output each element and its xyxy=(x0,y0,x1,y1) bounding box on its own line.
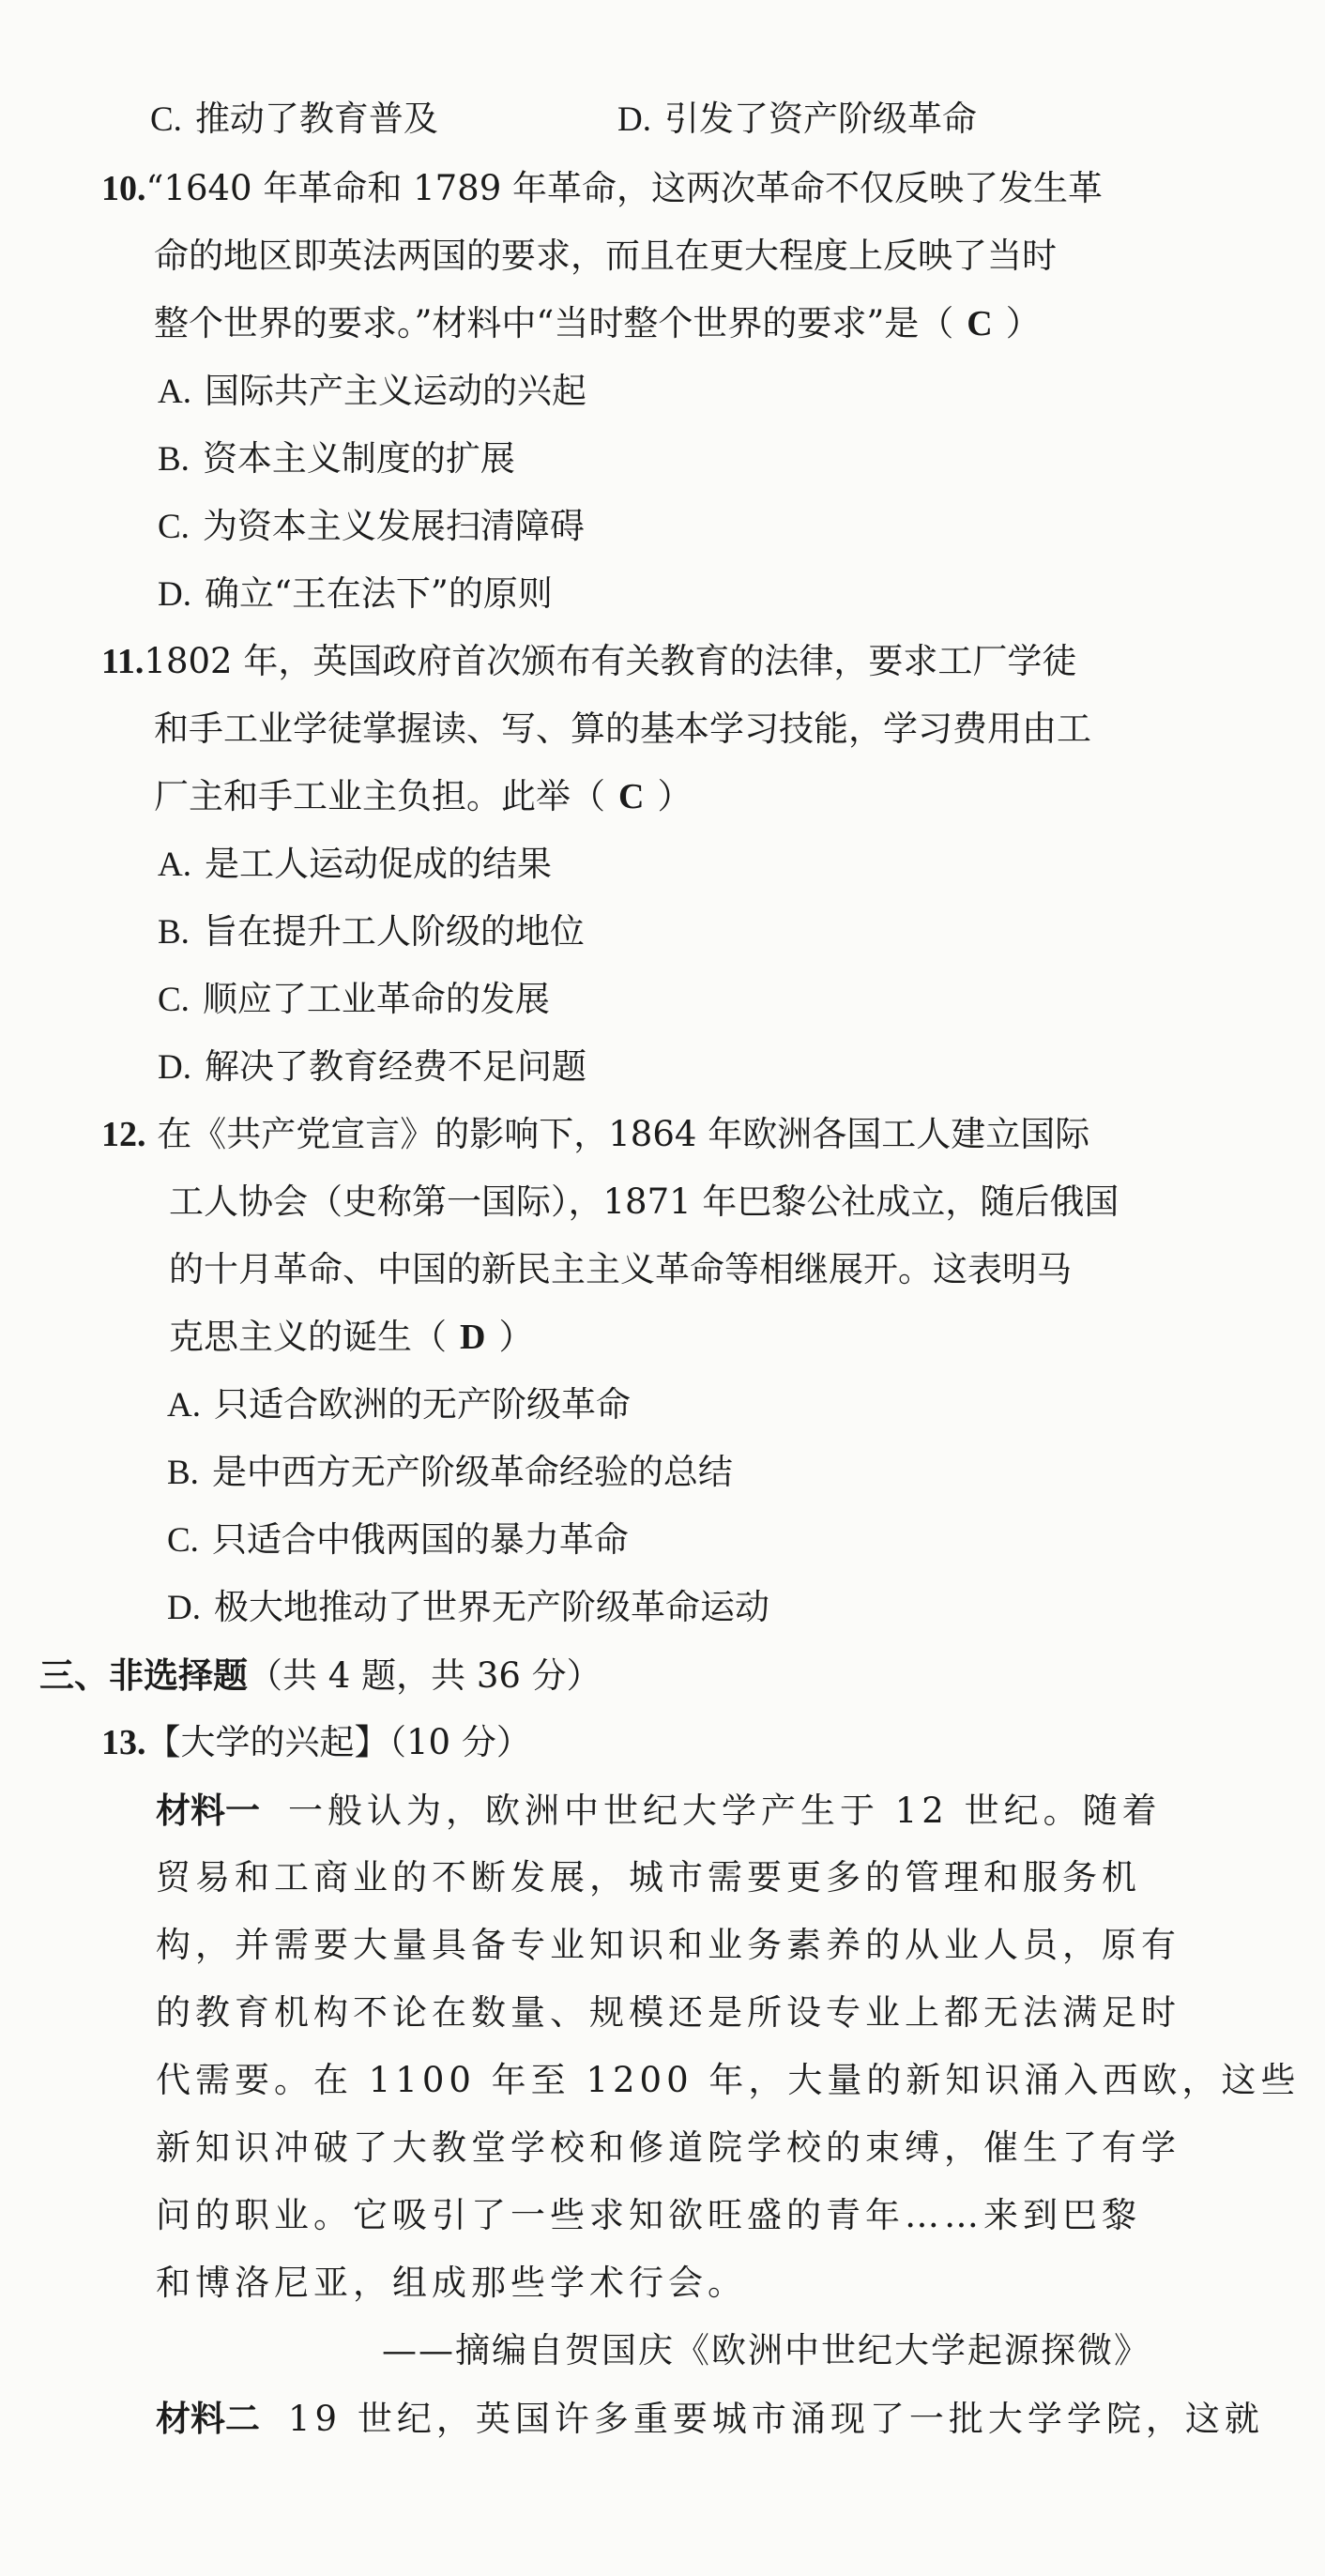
question-number: 13. xyxy=(101,1723,146,1762)
answer-mark: D xyxy=(460,1318,486,1357)
material1-line-3: 构，并需要大量具备专业知识和业务素养的从业人员，原有 xyxy=(156,1925,1180,1965)
material2-label: 材料二 xyxy=(156,2398,260,2439)
q12-option-c: C. 只适合中俄两国的暴力革命 xyxy=(167,1519,629,1560)
answer-mark: C xyxy=(967,304,993,343)
q11-option-c: C. 顺应了工业革命的发展 xyxy=(158,979,550,1019)
section-heading xyxy=(39,1654,602,1698)
q12-option-a: A. 只适合欧洲的无产阶级革命 xyxy=(167,1384,631,1425)
section-title: 三、非选择题 xyxy=(39,1654,248,1696)
material1-label: 材料一 xyxy=(156,1790,260,1831)
q11-stem-line-1: 11.1802 年，英国政府首次颁布有关教育的法律，要求工厂学徒 xyxy=(101,641,1077,681)
material1-line-2: 贸易和工商业的不断发展，城市需要更多的管理和服务机 xyxy=(156,1857,1141,1898)
q12-stem-line-3: 的十月革命、中国的新民主主义革命等相继展开。这表明马 xyxy=(169,1249,1072,1289)
q10-stem-line-2: 命的地区即英法两国的要求，而且在更大程度上反映了当时 xyxy=(154,236,1057,276)
q10-option-a: A. 国际共产主义运动的兴起 xyxy=(158,371,586,411)
question-number: 10. xyxy=(101,169,146,208)
q10-stem-line-3: 整个世界的要求。”材料中“当时整个世界的要求”是（ C ） xyxy=(154,303,1041,343)
question-number: 11. xyxy=(101,642,145,681)
q13-points: （10 分） xyxy=(388,1722,531,1762)
material1-line-6: 新知识冲破了大教堂学校和修道院学校的束缚，催生了有学 xyxy=(156,2127,1180,2168)
q10-option-b: B. 资本主义制度的扩展 xyxy=(158,438,515,479)
q13-heading xyxy=(101,1721,531,1764)
section-note: （共 4 题，共 36 分） xyxy=(248,1655,602,1696)
q12-stem-line-2: 工人协会（史称第一国际），1871 年巴黎公社成立，随后俄国 xyxy=(169,1181,1119,1222)
q11-stem-line-3: 厂主和手工业主负担。此举（ C ） xyxy=(154,776,693,816)
material1-line-1: 材料一 一般认为，欧洲中世纪大学产生于 12 世纪。随着 xyxy=(156,1790,1162,1831)
q10-option-d: D. 确立“王在法下”的原则 xyxy=(158,573,553,614)
material1-line-5: 代需要。在 1100 年至 1200 年，大量的新知识涌入西欧，这些 xyxy=(156,2060,1301,2100)
q12-option-b: B. 是中西方无产阶级革命经验的总结 xyxy=(167,1452,733,1492)
q9-option-c: C. 推动了教育普及 xyxy=(150,99,438,139)
material1-line-7: 问的职业。它吸引了一些求知欲旺盛的青年……来到巴黎 xyxy=(156,2195,1141,2235)
material1-line-4: 的教育机构不论在数量、规模还是所设专业上都无法满足时 xyxy=(156,1992,1180,2033)
q11-option-d: D. 解决了教育经费不足问题 xyxy=(158,1046,586,1087)
answer-mark: C xyxy=(618,777,645,816)
material1-source: ——摘编自贺国庆《欧洲中世纪大学起源探微》 xyxy=(382,2330,1150,2370)
material1-line-8: 和博洛尼亚，组成那些学术行会。 xyxy=(156,2263,747,2303)
q10-stem-line-1: 10.“1640 年革命和 1789 年革命，这两次革命不仅反映了发生革 xyxy=(101,168,1104,208)
material2-line-1: 材料二 19 世纪，英国许多重要城市涌现了一批大学学院，这就 xyxy=(156,2398,1264,2439)
q11-option-a: A. 是工人运动促成的结果 xyxy=(158,844,552,884)
q12-stem-line-4: 克思主义的诞生（ D ） xyxy=(169,1317,534,1357)
q12-stem-line-1: 12. 在《共产党宣言》的影响下，1864 年欧洲各国工人建立国际 xyxy=(101,1114,1090,1154)
q11-option-b: B. 旨在提升工人阶级的地位 xyxy=(158,911,585,952)
question-number: 12. xyxy=(101,1115,146,1154)
q9-option-d: D. 引发了资产阶级革命 xyxy=(617,99,977,139)
q11-stem-line-2: 和手工业学徒掌握读、写、算的基本学习技能，学习费用由工 xyxy=(154,709,1091,749)
q12-option-d: D. 极大地推动了世界无产阶级革命运动 xyxy=(167,1587,769,1627)
q13-title: 【大学的兴起】 xyxy=(145,1722,389,1762)
q10-option-c: C. 为资本主义发展扫清障碍 xyxy=(158,506,585,546)
